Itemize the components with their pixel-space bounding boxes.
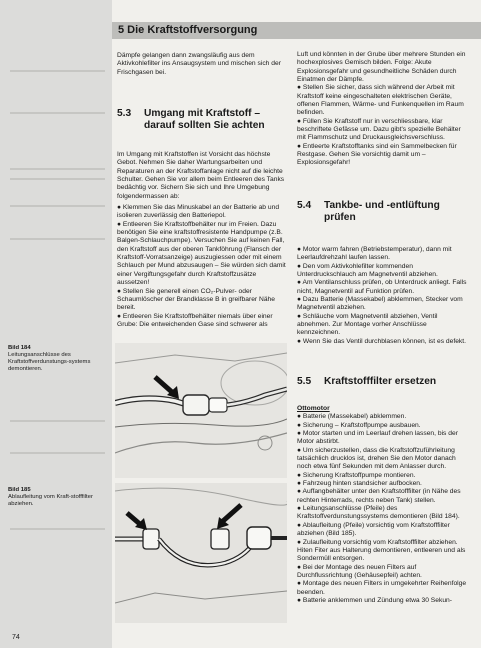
figure-label: Bild 184 (8, 345, 31, 351)
bullet-item: ● Entleeren Sie Kraftstoffbehälter niemals über einer Grube: Die entweichenden Gase sind schwerer als (117, 312, 273, 328)
bullet-icon: ● (297, 279, 302, 287)
bullet-icon: ● (297, 421, 302, 429)
bullet-item: ● Fahrzeug hinten standsicher aufbocken. (297, 480, 422, 488)
bullet-item: ● Wenn Sie das Ventil durchblasen können, ist es defekt. (297, 337, 466, 345)
section-title-line-2: darauf sollten Sie achten (144, 120, 265, 131)
section-number: 5.4 (297, 200, 312, 211)
bullet-icon: ● (297, 505, 302, 513)
bullet-item: ● Zulaufleitung vorsichtig vom Kraftstofffilter abziehen. Hiten Fiter aus Halterung demontieren, entleeren und als Sondermüll entsorgen. (297, 538, 466, 563)
section-title-line-1: Tankbe- und -entlüftung (324, 200, 440, 211)
bullet-icon: ● (297, 538, 302, 546)
bullet-item: ● Entleeren Sie Kraftstoffbehälter nur im Freien. Dazu benötigen Sie eine kraftstoffresistente Handpumpe (z.B. Balgen-Schlauchpumpe). Versuchen Sie auf keinen Fall, den Kraftstoff aus der oberen Tankföhrung (Flansch der Kraftstoff-Vorratsanzeige) auszugiessen oder mit einem Schlauch per Mund abzusaugen – Sie würden sich damit einer Vergiftungsgefahr durch Kraftstoffzusätze aussetzen! (117, 220, 286, 287)
page-number: 74 (12, 634, 20, 641)
bullet-item: ● Sicherung – Kraftstoffpumpe ausbauen. (297, 421, 421, 429)
bullet-item: ● Um sicherzustellen, dass die Kraftstoffzuführleitung tatsächlich drucklos ist, drehen Sie den Motor danach noch etwa fünf Sekunden mit dem Anlasser durch. (297, 446, 456, 471)
bullet-icon: ● (117, 220, 122, 228)
paragraph: Luft und könnten in der Grube über mehrere Stunden ein hochexplosives Gemisch bilden. Folge: Akute Explosionsgefahr und gesundheitliche Schäden durch Einatmen der Dämpfe. (297, 51, 466, 84)
bullet-item: ● Am Ventilanschluss prüfen, ob Unterdruck anliegt. Falls nicht, Magnetventil auf Funktion prüfen. (297, 279, 467, 295)
section-5-5-body (297, 405, 469, 605)
section-title-line-1: Umgang mit Kraftstoff – (144, 108, 261, 119)
figure-184-photo (115, 343, 287, 478)
bullet-icon: ● (297, 337, 302, 345)
section-title: Kraftstofffilter ersetzen (324, 376, 437, 387)
right-intro-block (297, 51, 469, 168)
bullet-item: ● Dazu Batterie (Massekabel) abklemmen, Stecker vom Magnetventil abziehen. (297, 296, 463, 312)
bullet-icon: ● (297, 446, 302, 454)
chapter-title: 5 Die Kraftstoffversorgung (118, 24, 258, 36)
bullet-icon: ● (297, 563, 302, 571)
bullet-item: ● Entleerte Kraftstofftanks sind ein Sammelbecken für Restgase. Gehen Sie vorsichtig damit um – Explosionsgefahr! (297, 142, 457, 167)
section-number: 5.5 (297, 376, 312, 387)
bullet-item: ● Ablaufleitung (Pfeile) vorsichtig vom Kraftstofffilter abziehen (Bild 185). (297, 521, 450, 538)
bullet-item: ● Batterie anklemmen und Zündung etwa 30 Sekun- (297, 596, 452, 604)
figure-caption-text: Ablaufleitung vom Kraft-stofffilter abziehen. (8, 493, 93, 507)
subheading-ottomotor: Ottomotor (297, 405, 330, 412)
bullet-icon: ● (297, 521, 302, 529)
bullet-item: ● Montage des neuen Filters in umgekehrter Reihenfolge beenden. (297, 580, 467, 596)
bullet-icon: ● (297, 84, 302, 92)
bullet-item: ● Auffangbehälter unter den Kraftstofffilter (in Nähe des rechten Hinterrads, rechts neben Tank) stellen. (297, 488, 461, 504)
figure-label: Bild 185 (8, 487, 31, 493)
section-5-4-heading (297, 200, 472, 226)
bullet-item: ● Schläuche vom Magnetventil abziehen, Ventil abnehmen. Zur Montage vorher Anschlüsse kennzeichnen. (297, 312, 438, 337)
figure-caption-184 (8, 345, 108, 373)
bullet-item: ● Bei der Montage des neuen Filters auf Durchflussrichtung (Gehäusepfeil) achten. (297, 563, 422, 579)
bullet-icon: ● (117, 287, 122, 295)
bullet-item: ● Klemmen Sie das Minuskabel an der Batterie ab und isolieren zuverlässig den Batteriepol. (117, 204, 280, 220)
section-5-3-heading (117, 108, 292, 134)
bullet-item: ● Sicherung Kraftstoffpumpe montieren. (297, 471, 416, 479)
bullet-item: ● Batterie (Massekabel) abklemmen. (297, 413, 407, 421)
bullet-icon: ● (297, 596, 302, 604)
bullet-icon: ● (117, 204, 122, 212)
bullet-item: ● Leitungsanschlüsse (Pfeile) des Kraftstoffverdunstungssystems demontieren (Bild 184). (297, 505, 460, 521)
figure-caption-text: Leitungsanschlüsse des Kraftstoffverdunstungs-systems demontieren. (8, 351, 91, 372)
bullet-icon: ● (297, 296, 302, 304)
bullet-icon: ● (297, 262, 302, 270)
bullet-icon: ● (297, 142, 302, 150)
sidebar-margin (0, 0, 112, 648)
bullet-item: ● Stellen Sie generell einen CO₂-Pulver- oder Schaumlöscher der Brandklasse B in greifbarer Nähe bereit. (117, 287, 275, 312)
bullet-item: ● Füllen Sie Kraftstoff nur in verschliessbare, klar beschriftete Gefässe um. Dazu gibt's spezielle Behälter mit Flammschutz und Druckausgleichsverschluss. (297, 117, 461, 142)
intro-text-block (117, 52, 287, 77)
section-title-line-2: prüfen (324, 212, 356, 223)
section-paragraph: Im Umgang mit Kraftstoffen ist Vorsicht das höchste Gebot. Nehmen Sie daher Wartungsarbeiten und Reparaturen an der Kraftstoffanlage nicht auf die leichte Schulter. Gehen Sie vor allem beim Entleeren des Tanks bedächtig vor. Sichern Sie sich und Ihre Umgebung folgendermassen ab: (117, 151, 285, 200)
figure-caption-185 (8, 487, 108, 508)
bullet-icon: ● (297, 580, 302, 588)
intro-paragraph: Dämpfe gelangen dann zwangsläufig aus dem Aktivkohlefilter ins Ansaugsystem und mischen sich der Frischgasen bei. (117, 52, 281, 76)
bullet-icon: ● (297, 471, 302, 479)
bullet-icon: ● (297, 430, 302, 438)
bullet-icon: ● (297, 488, 302, 496)
bullet-item: ● Motor warm fahren (Betriebstemperatur), dann mit Leerlaufdrehzahl laufen lassen. (297, 246, 452, 262)
section-5-5-heading (297, 376, 472, 390)
bullet-icon: ● (297, 312, 302, 320)
bullet-icon: ● (297, 413, 302, 421)
figure-185-photo (115, 483, 287, 623)
bullet-icon: ● (297, 117, 302, 125)
bullet-icon: ● (117, 312, 122, 320)
section-5-3-body (117, 151, 287, 329)
bullet-item: ● Motor starten und im Leerlauf drehen lassen, bis der Motor abstirbt. (297, 430, 458, 446)
bullet-item: ● Stellen Sie sicher, dass sich während der Arbeit mit Kraftstoff keine eingeschalteten elektrischen Geräte, offenen Flammen, Wärme- und Funkenquellen im Raum befinden. (297, 84, 464, 117)
bullet-icon: ● (297, 480, 302, 488)
bullet-item: ● Den vom Aktivkohlefilter kommenden Unterdruckschlauch am Magnetventil abziehen. (297, 262, 438, 279)
section-number: 5.3 (117, 108, 132, 119)
section-5-4-body (297, 246, 469, 346)
bullet-icon: ● (297, 246, 302, 253)
